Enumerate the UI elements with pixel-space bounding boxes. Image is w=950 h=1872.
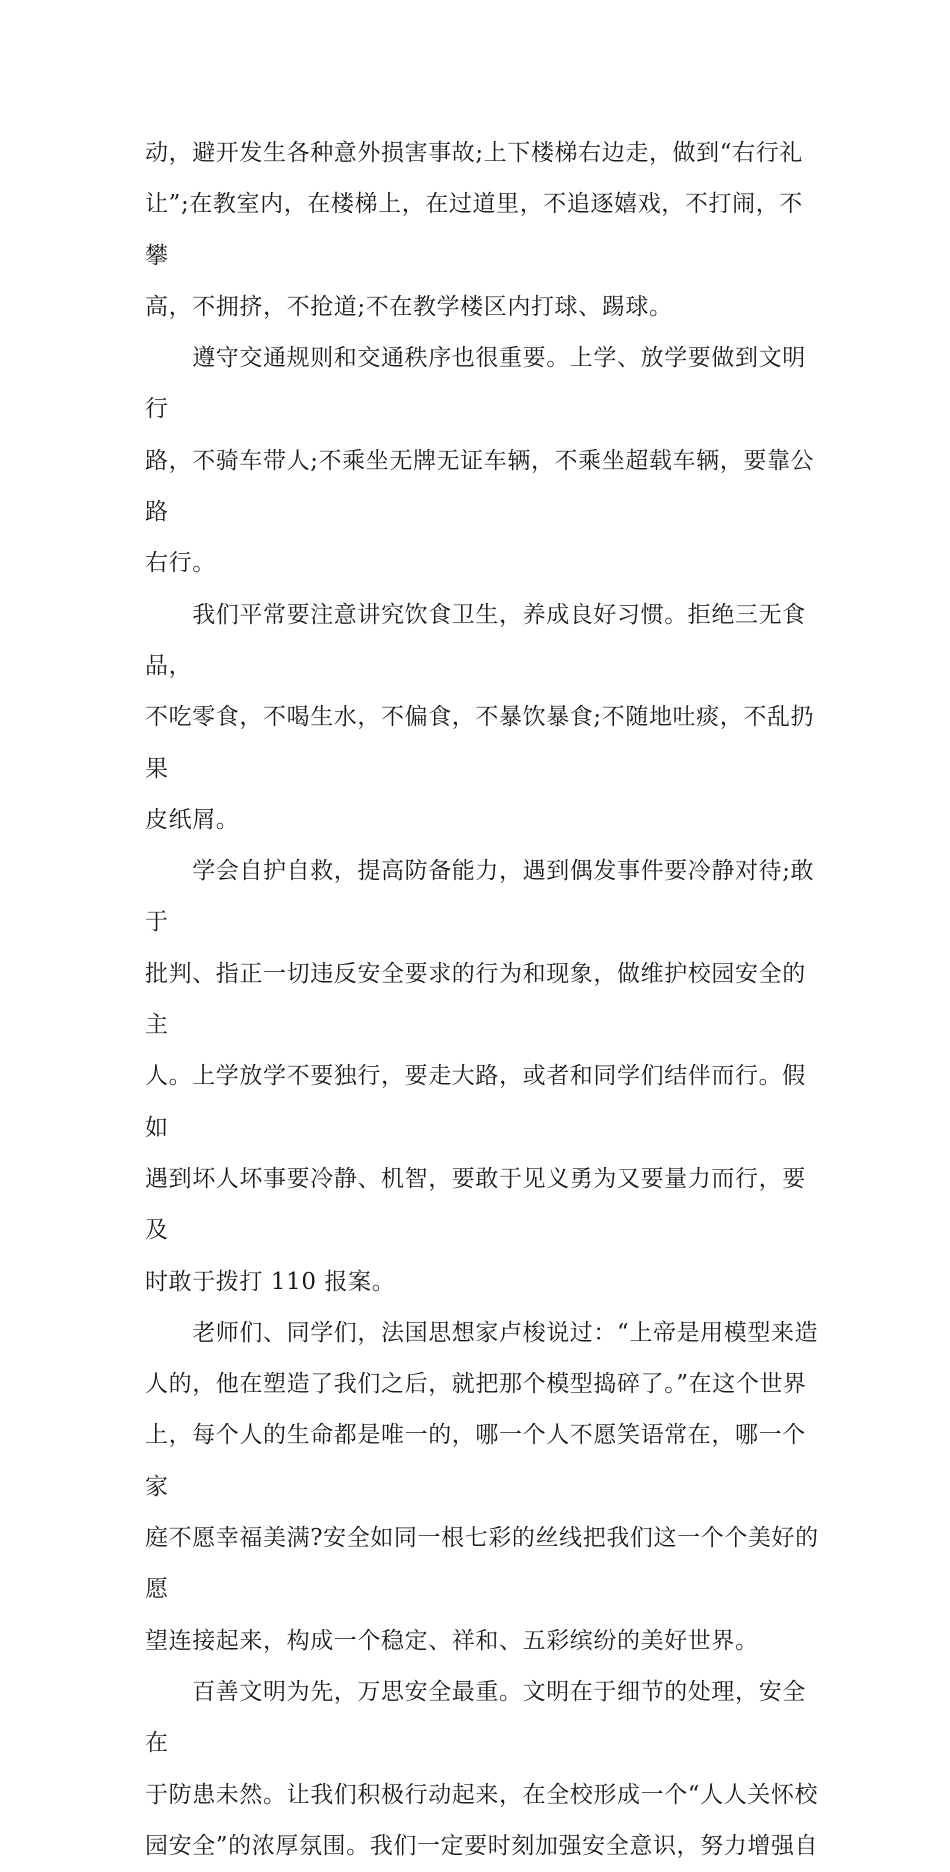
paragraph-traffic-rules: 遵守交通规则和交通秩序也很重要。上学、放学要做到文明行 路，不骑车带人;不乘坐无牌无证车辆，不乘坐超载车辆，要靠公路 右行。 — [145, 345, 815, 577]
paragraph-continuation: 动，避开发生各种意外损害事故;上下楼梯右边走，做到“右行礼 让”;在教室内，在楼梯上，在过道里，不追逐嬉戏，不打闹，不攀 高，不拥挤，不抢道;不在教学楼区内打球、踢球。 — [145, 140, 803, 320]
paragraph-rousseau-quote: 老师们、同学们，法国思想家卢梭说过：“上帝是用模型来造 人的，他在塑造了我们之后，就把那个模型捣碎了。”在这个世界 上，每个人的生命都是唯一的，哪一个人不愿笑语常在，哪一个家 庭不愿幸福美满?安全如同一根七彩的丝线把我们这一个个美好的愿 望连接起来，构成一个稳定、祥和、五彩缤纷的美好世界。 — [145, 1319, 819, 1654]
paragraph-food-hygiene: 我们平常要注意讲究饮食卫生，养成良好习惯。拒绝三无食品， 不吃零食，不喝生水，不偏食，不暴饮暴食;不随地吐痰，不乱扔果 皮纸屑。 — [145, 601, 815, 833]
paragraph-self-protection: 学会自护自救，提高防备能力，遇到偶发事件要冷静对待;敢于 批判、指正一切违反安全要求的行为和现象，做维护校园安全的主 人。上学放学不要独行，要走大路，或者和同学们结伴而行。假如 遇到坏人坏事要冷静、机智，要敢于见义勇为又要量力而行，要及 时敢于拨打 110 报案。 — [145, 858, 815, 1295]
paragraph-safety-awareness: 百善文明为先，万思安全最重。文明在于细节的处理，安全在 于防患未然。让我们积极行动起来，在全校形成一个“人人关怀校 园安全”的浓厚氛围。我们一定要时刻加强安全意识，努力增强自 — [145, 1678, 819, 1859]
document-body — [145, 128, 825, 1872]
